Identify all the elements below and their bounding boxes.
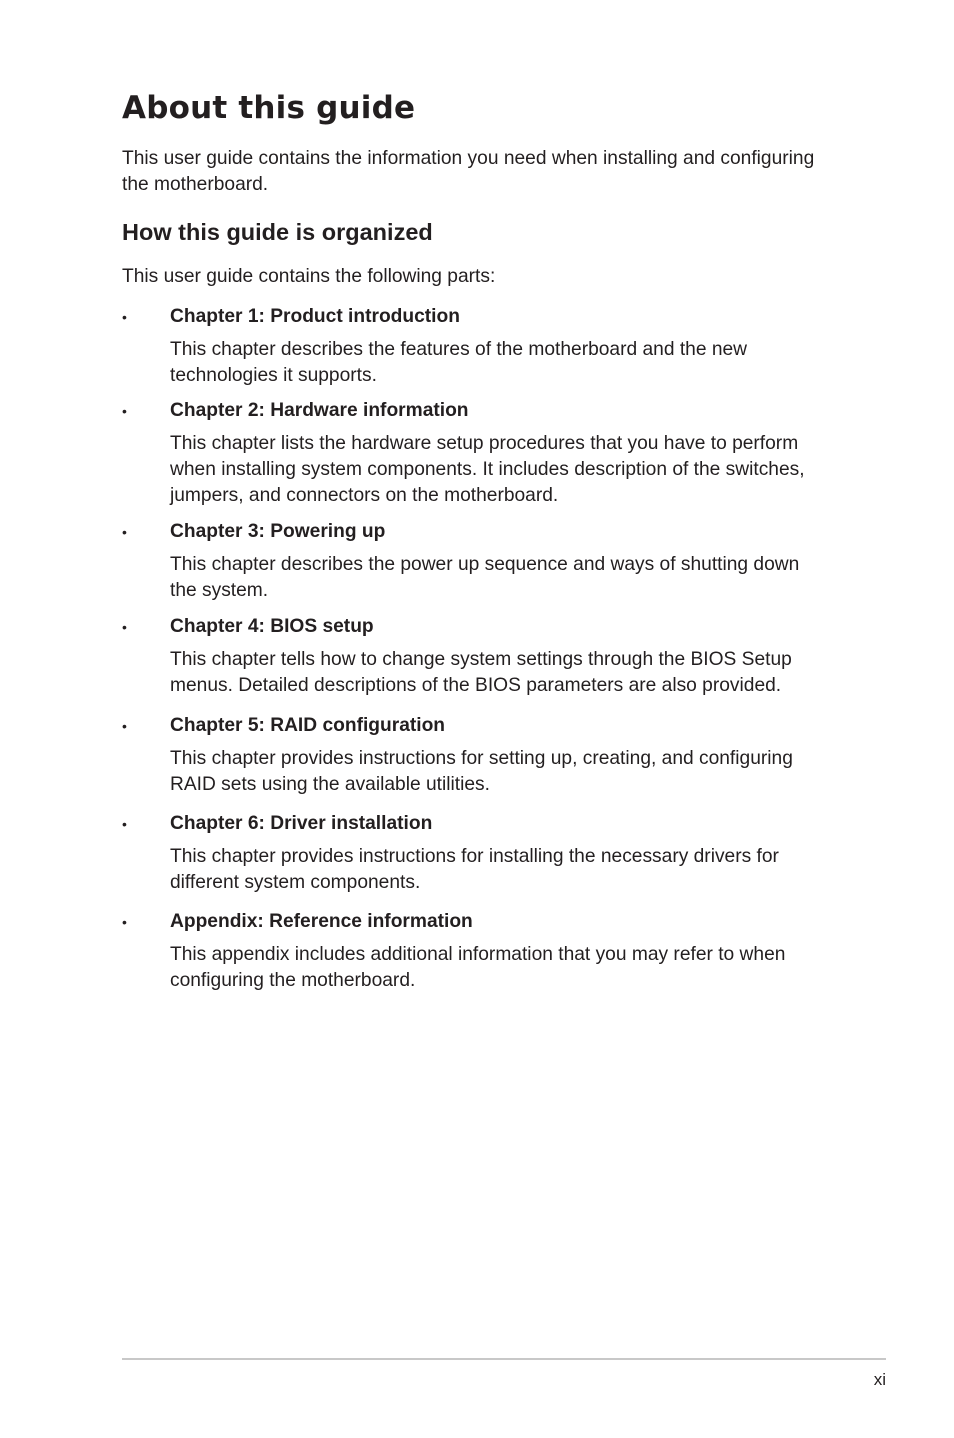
chapter-title: Chapter 1: Product introduction [170, 306, 460, 327]
chapter-description: This appendix includes additional information that you may refer to when configuring the motherboard. [170, 944, 786, 991]
footer-divider [122, 1358, 886, 1360]
chapter-title: Chapter 6: Driver installation [170, 813, 433, 834]
chapter-description: This chapter lists the hardware setup procedures that you have to perform when installing system components. It includes description of the switches, jumpers, and connectors on the motherboard. [170, 433, 805, 506]
page-number: xi [873, 1370, 886, 1389]
bullet-icon: • [122, 718, 127, 734]
chapter-title: Chapter 5: RAID configuration [170, 715, 446, 736]
bullet-icon: • [122, 309, 127, 325]
bullet-icon: • [122, 403, 127, 419]
bullet-icon: • [122, 619, 127, 635]
bullet-icon: • [122, 816, 127, 832]
chapter-title: Chapter 2: Hardware information [170, 400, 469, 421]
intro-paragraph: This user guide contains the information you need when installing and configuring the motherboard. [122, 148, 815, 195]
parts-intro-paragraph: This user guide contains the following parts: [122, 266, 496, 287]
bullet-icon: • [122, 914, 127, 930]
section-heading: How this guide is organized [122, 219, 433, 245]
chapter-title: Chapter 4: BIOS setup [170, 616, 374, 637]
bullet-icon: • [122, 524, 127, 540]
chapter-description: This chapter describes the power up sequence and ways of shutting down the system. [170, 554, 800, 601]
chapter-description: This chapter describes the features of the motherboard and the new technologies it supports. [170, 339, 748, 386]
page-title: About this guide [122, 90, 416, 126]
chapter-description: This chapter provides instructions for installing the necessary drivers for different system components. [170, 846, 779, 893]
chapter-description: This chapter tells how to change system settings through the BIOS Setup menus. Detailed descriptions of the BIOS parameters are also provided. [170, 649, 792, 696]
chapter-title: Appendix: Reference information [170, 911, 473, 932]
chapter-description: This chapter provides instructions for setting up, creating, and configuring RAID sets using the available utilities. [170, 748, 793, 795]
chapter-title: Chapter 3: Powering up [170, 521, 386, 542]
